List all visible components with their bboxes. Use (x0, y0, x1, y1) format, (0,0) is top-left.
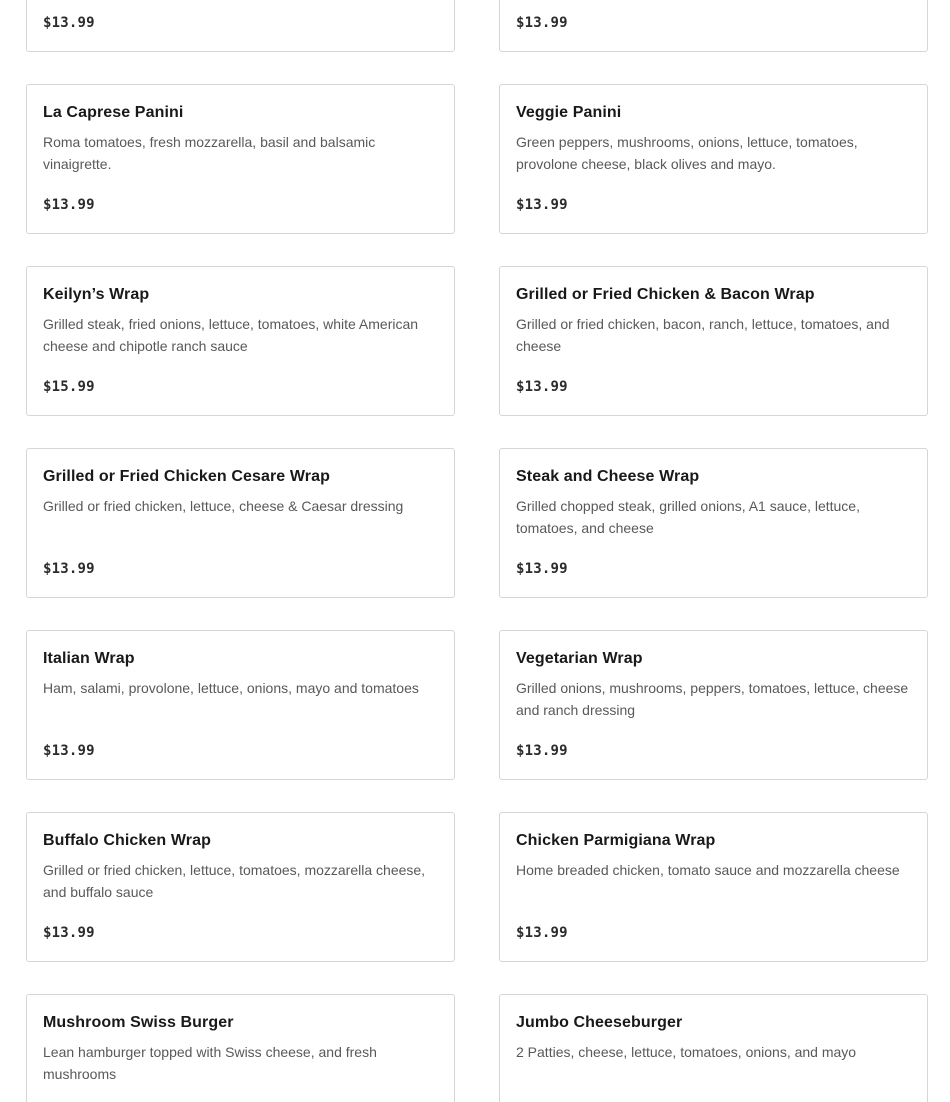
menu-item-description: Roma tomatoes, fresh mozzarella, basil and balsamic vinaigrette. (43, 134, 376, 172)
menu-item-description: Grilled or fried chicken, bacon, ranch, lettuce, tomatoes, and cheese (516, 316, 890, 354)
menu-item-name: Steak and Cheese Wrap (516, 468, 700, 485)
menu-item-name: Keilyn’s Wrap (43, 286, 150, 303)
menu-item-card[interactable] (499, 630, 928, 780)
menu-item-price: $13.99 (516, 197, 568, 213)
menu-item-price: $13.99 (516, 925, 568, 941)
menu-item-price: $13.99 (43, 561, 95, 577)
menu-item-name: Vegetarian Wrap (516, 650, 643, 667)
menu-item-name: Jumbo Cheeseburger (516, 1014, 683, 1031)
menu-item-card[interactable] (499, 266, 928, 416)
menu-item-card[interactable] (26, 0, 455, 52)
menu-item-price: $13.99 (516, 743, 568, 759)
menu-item-card[interactable] (26, 812, 455, 962)
menu-item-card[interactable] (26, 994, 455, 1102)
menu-item-name: La Caprese Panini (43, 104, 184, 121)
menu-item-description: 2 Patties, cheese, lettuce, tomatoes, onions, and mayo (516, 1044, 857, 1060)
menu-item-price: $13.99 (43, 925, 95, 941)
menu-item-price: $13.99 (43, 743, 95, 759)
menu-item-card[interactable] (499, 812, 928, 962)
menu-item-name: Grilled or Fried Chicken & Bacon Wrap (516, 286, 815, 303)
menu-item-description: Grilled or fried chicken, lettuce, tomatoes, mozzarella cheese, and buffalo sauce (43, 862, 426, 900)
menu-item-price: $13.99 (516, 15, 568, 31)
menu-item-name: Chicken Parmigiana Wrap (516, 832, 716, 849)
menu-item-price: $13.99 (43, 15, 95, 31)
menu-item-card[interactable] (26, 630, 455, 780)
menu-item-description: Lean hamburger topped with Swiss cheese, and fresh mushrooms (43, 1044, 377, 1082)
menu-item-description: Green peppers, mushrooms, onions, lettuce, tomatoes, provolone cheese, black olives and mayo. (516, 134, 858, 172)
menu-item-description: Grilled onions, mushrooms, peppers, tomatoes, lettuce, cheese and ranch dressing (516, 680, 909, 718)
menu-item-description: Grilled or fried chicken, lettuce, cheese & Caesar dressing (43, 498, 404, 514)
menu-item-description: Ham, salami, provolone, lettuce, onions, mayo and tomatoes (43, 680, 419, 696)
menu-item-card[interactable] (499, 994, 928, 1102)
menu-item-price: $15.99 (43, 379, 95, 395)
menu-item-description: Grilled steak, fried onions, lettuce, tomatoes, white American cheese and chipotle ranch sauce (43, 316, 419, 354)
menu-item-card[interactable] (26, 266, 455, 416)
menu-item-card[interactable] (499, 448, 928, 598)
menu-item-card[interactable] (26, 84, 455, 234)
menu-item-description: Home breaded chicken, tomato sauce and mozzarella cheese (516, 862, 900, 878)
menu-item-description: Grilled chopped steak, grilled onions, A1 sauce, lettuce, tomatoes, and cheese (516, 498, 860, 536)
menu-item-price: $13.99 (43, 197, 95, 213)
menu-item-card[interactable] (499, 84, 928, 234)
menu-item-name: Mushroom Swiss Burger (43, 1014, 234, 1031)
menu-item-price: $13.99 (516, 379, 568, 395)
menu-item-name: Veggie Panini (516, 104, 622, 121)
menu-item-card[interactable] (26, 448, 455, 598)
menu-item-price: $13.99 (516, 561, 568, 577)
menu-item-name: Italian Wrap (43, 650, 135, 667)
menu-item-card[interactable] (499, 0, 928, 52)
menu-item-name: Grilled or Fried Chicken Cesare Wrap (43, 468, 330, 485)
menu-item-name: Buffalo Chicken Wrap (43, 832, 211, 849)
